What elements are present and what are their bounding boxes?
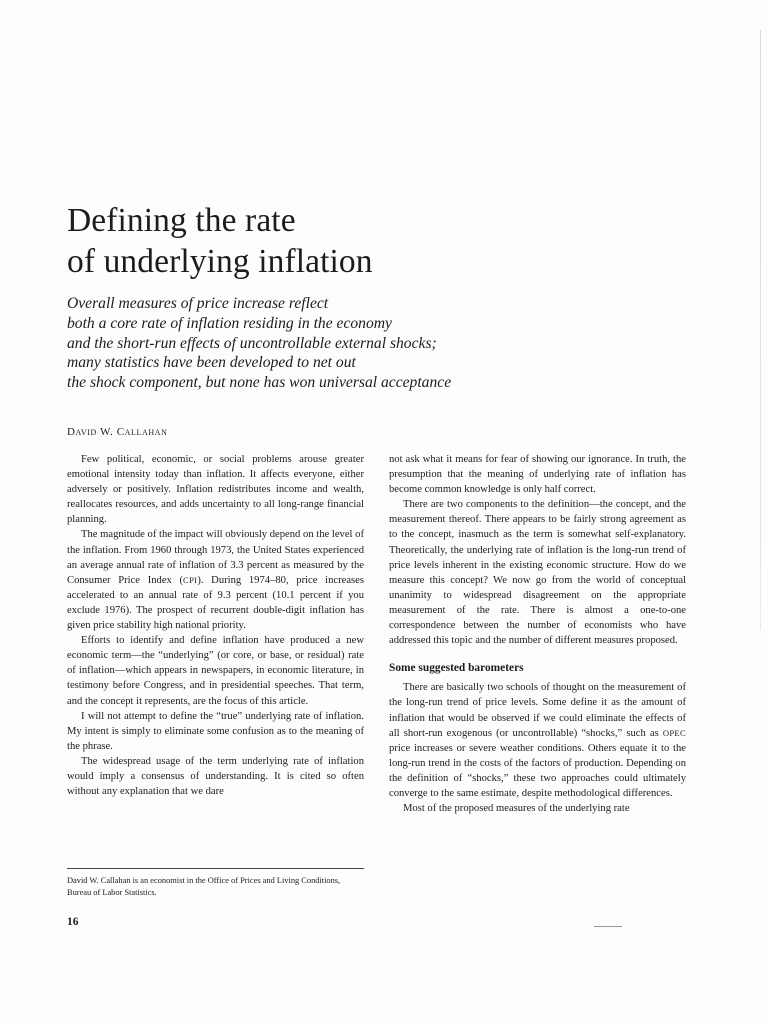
scan-dash-mark xyxy=(594,926,622,927)
author-footnote: David W. Callahan is an economist in the Office of Prices and Living Conditions, Bureau of Labor Statistics. xyxy=(67,868,364,898)
scan-edge-mark xyxy=(760,30,761,630)
section-subhead: Some suggested barometers xyxy=(389,662,524,675)
left-column xyxy=(67,452,364,799)
body-paragraph: The widespread usage of the term underlying rate of inflation would imply a consensus of understanding. It is cited so often without any explanation that we dare xyxy=(67,755,364,798)
body-paragraph: There are basically two schools of thought on the measurement of the long-run trend of price levels. Some define it as the amount of inflation that would be observed if we could eliminate the effects of all short-run exogenous (or uncontrollable) “shocks,” such as OPEC price increases or severe weather conditions. Others equate it to the long-run trend in the costs of the factors of production. Depending on the definition of “shocks,” these two approaches could ultimately converge to the same estimate, despite methodological differences. xyxy=(389,682,686,799)
body-paragraph: Few political, economic, or social problems arouse greater emotional intensity today than inflation. It affects everyone, either adversely or positively. Inflation redistributes income and wealth, reallocates resources, and adds uncertainty to all long-range financial planning. xyxy=(67,454,364,526)
body-paragraph: Efforts to identify and define inflation have produced a new economic term—the “underlying” (or core, or base, or residual) rate of inflation—which appears in newspapers, in economic literature, in testimony before Congress, and in presidential speeches. That term, and the concept it represents, are the focus of this article. xyxy=(67,635,364,707)
deck-line: both a core rate of inflation residing in the economy xyxy=(67,314,392,332)
body-paragraph: The magnitude of the impact will obviously depend on the level of the inflation. From 1960 through 1973, the United States experienced an average annual rate of inflation of 3.3 percent as measured by the Consumer Price Index (CPI). During 1974–80, price increases accelerated to an annual rate of 9.3 percent (10.1 percent if you exclude 1976). The prospect of recurrent double-digit inflation has given price stability high national priority. xyxy=(67,529,364,632)
deck-line: and the short-run effects of uncontrollable external shocks; xyxy=(67,334,437,352)
author-byline: David W. Callahan xyxy=(67,426,168,438)
title-line-1: Defining the rate xyxy=(67,202,296,239)
right-column xyxy=(389,452,686,816)
body-paragraph: Most of the proposed measures of the underlying rate xyxy=(403,803,630,815)
page-number: 16 xyxy=(67,916,79,928)
deck-line: Overall measures of price increase reflect xyxy=(67,295,329,312)
article-title xyxy=(67,200,587,282)
deck-line: many statistics have been developed to net out xyxy=(67,354,356,372)
body-paragraph: I will not attempt to define the “true” underlying rate of inflation. My intent is simply to eliminate some confusion as to the meaning of the phrase. xyxy=(67,710,364,752)
deck-line: the shock component, but none has won universal acceptance xyxy=(67,374,452,392)
body-paragraph-continued: not ask what it means for fear of showing our ignorance. In truth, the presumption that the meaning of underlying rate of inflation has become common knowledge is only half correct. xyxy=(389,454,686,496)
body-paragraph: There are two components to the definition—the concept, and the measurement thereof. There appears to be fairly strong agreement as to the concept, inasmuch as the term is somewhat self-explanatory. Theoretically, the underlying rate of inflation is the long-run trend of price levels inherent in the existing economic structure. How do we measure this concept? We now go from the world of conceptual unanimity to widespread disagreement on the appropriate measurement of the rate. There is almost a one-to-one correspondence between the number of economists who have addressed this topic and the number of different measures proposed. xyxy=(389,499,686,647)
article-deck xyxy=(67,294,627,393)
title-line-2: of underlying inflation xyxy=(67,243,373,280)
